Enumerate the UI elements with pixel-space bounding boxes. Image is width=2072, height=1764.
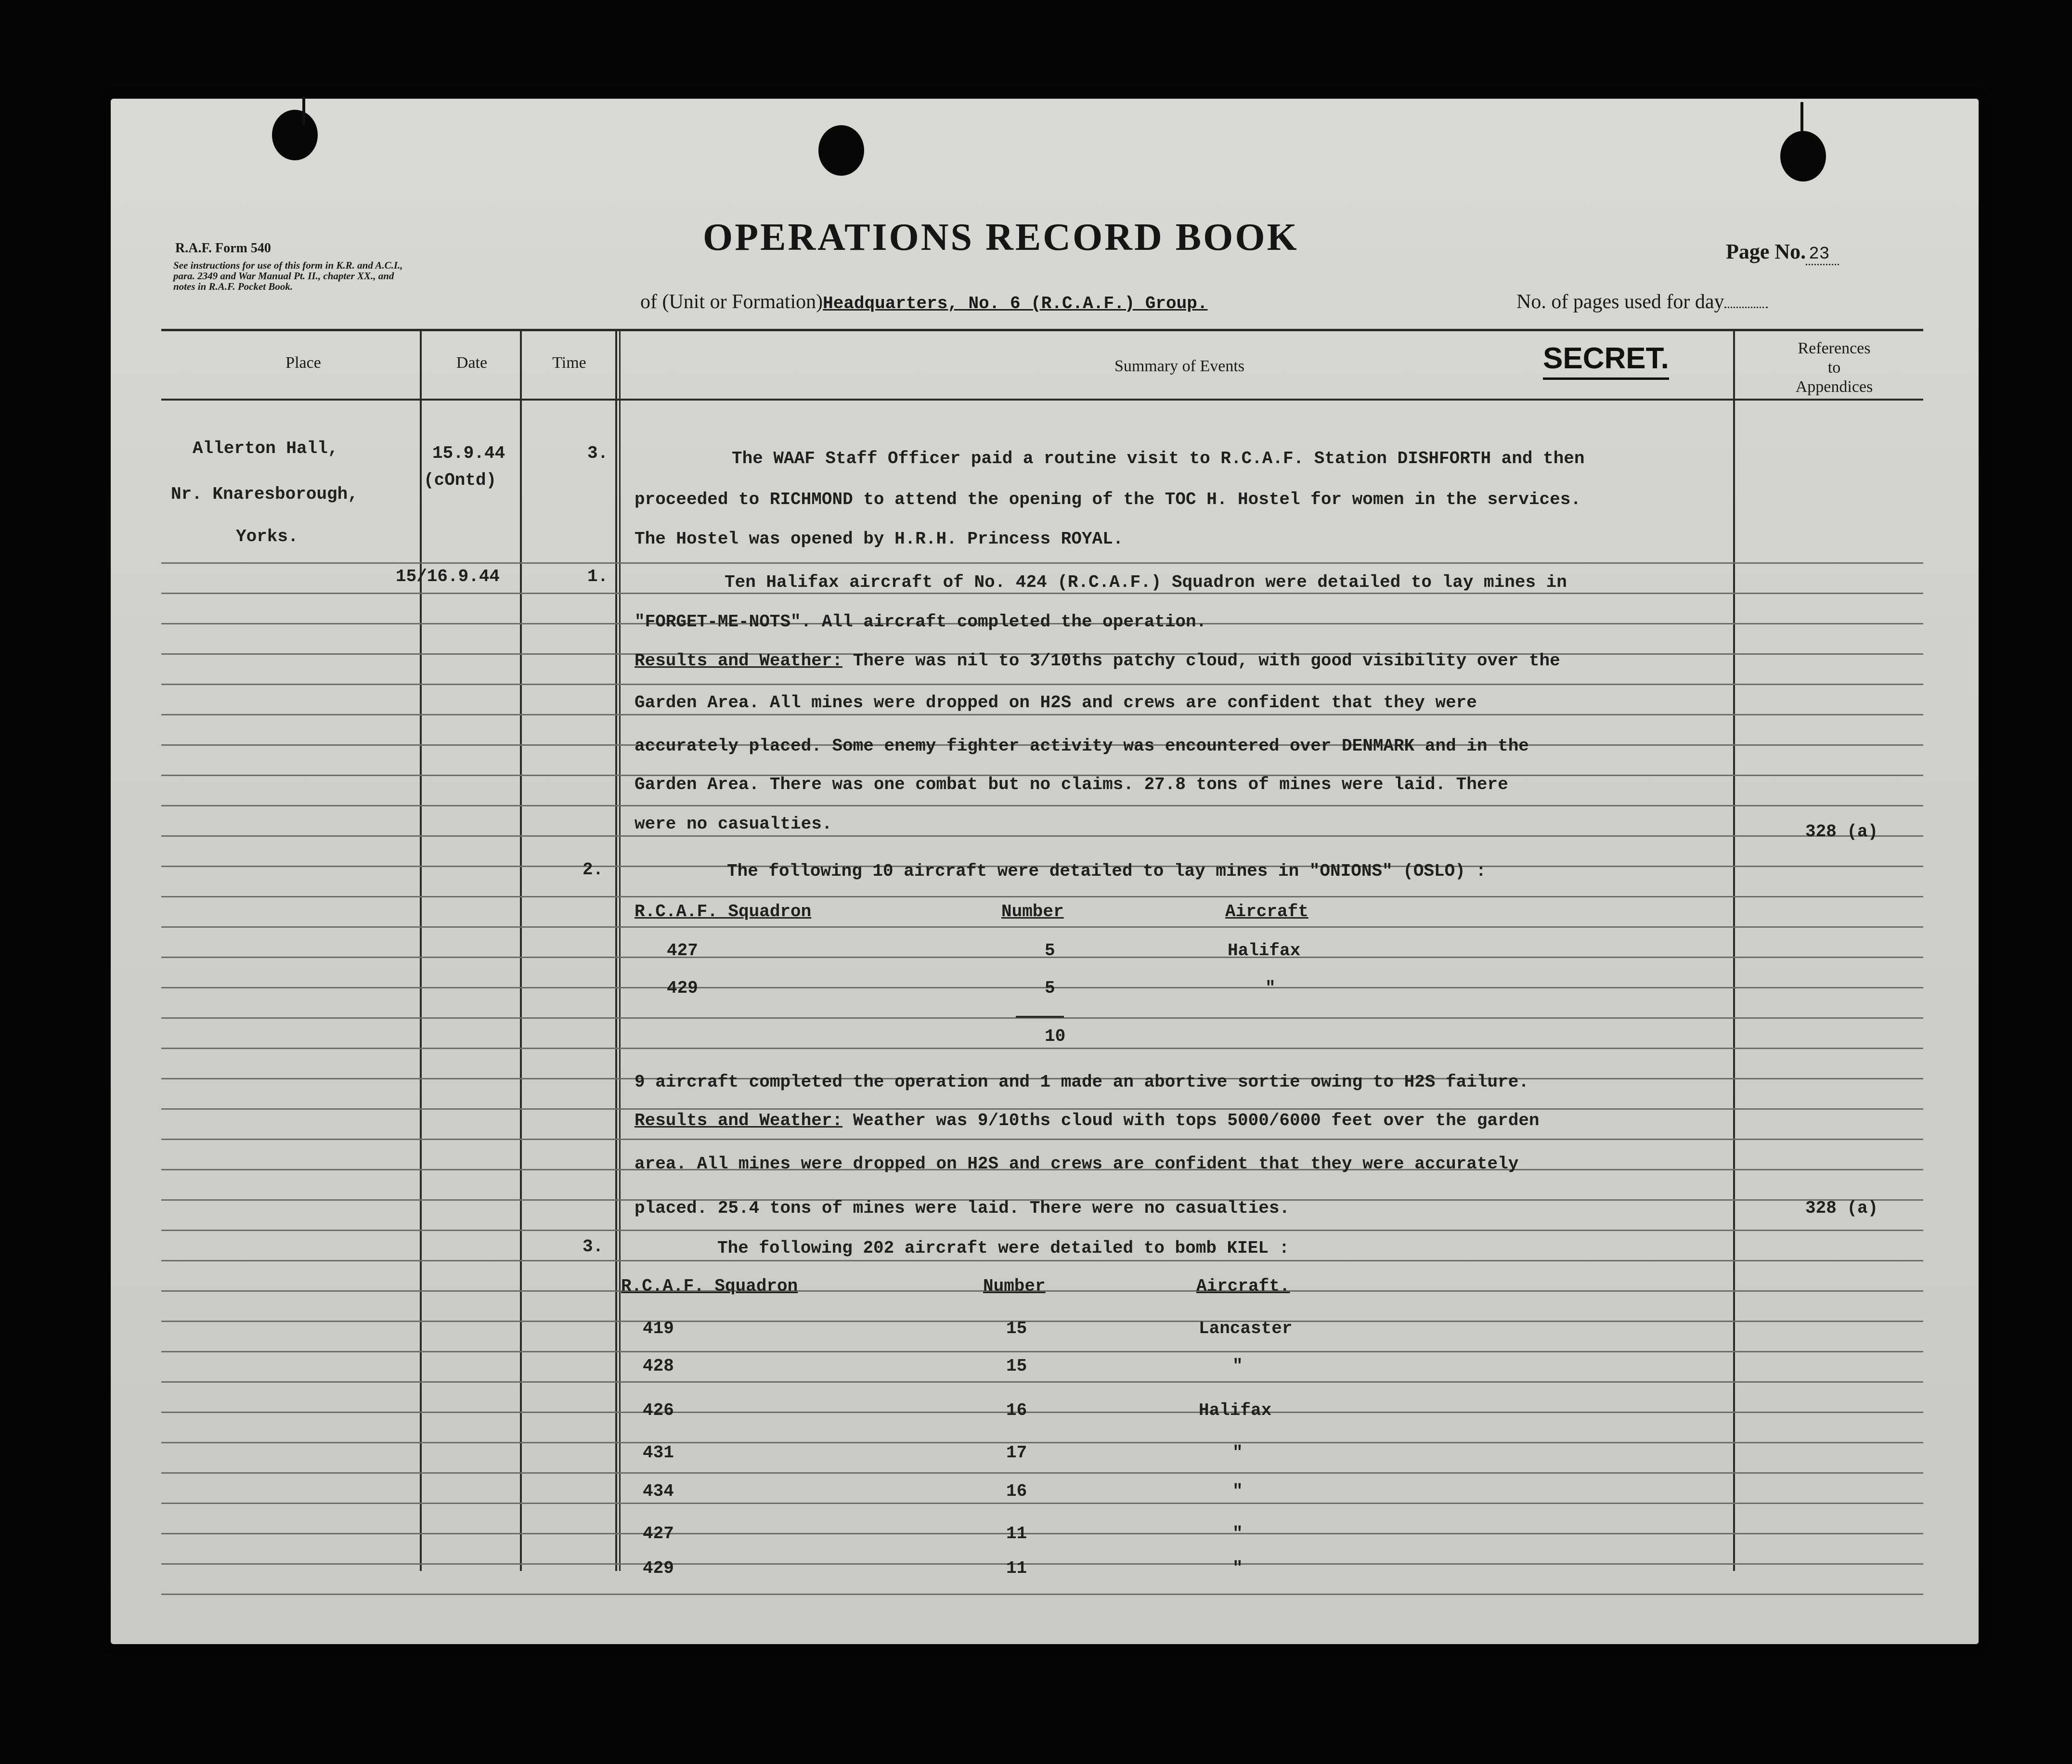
aircraft-value: " bbox=[1232, 1558, 1243, 1578]
table-header-border bbox=[161, 399, 1923, 401]
aircraft-value: " bbox=[1232, 1481, 1243, 1501]
date-note: (cOntd) bbox=[424, 470, 497, 490]
ruled-line bbox=[161, 1503, 1923, 1504]
ruled-line bbox=[161, 1260, 1923, 1261]
summary-line: Garden Area. There was one combat but no claims. 27.8 tons of mines were laid. There bbox=[635, 775, 1508, 794]
ruled-line bbox=[161, 987, 1923, 988]
ruled-line bbox=[161, 1321, 1923, 1322]
column-label-aircraft: Aircraft. bbox=[1196, 1276, 1290, 1296]
squadron-value: 428 bbox=[643, 1356, 674, 1376]
number-value: 5 bbox=[1045, 941, 1055, 960]
ruled-line bbox=[161, 1412, 1923, 1413]
ruled-line bbox=[161, 1533, 1923, 1534]
pages-used-label: No. of pages used for day bbox=[1516, 291, 1724, 313]
unit-field bbox=[640, 290, 1207, 313]
header-references-1: References bbox=[1798, 339, 1871, 357]
squadron-value: 429 bbox=[643, 1558, 674, 1578]
entry-number: 3. bbox=[583, 1237, 604, 1257]
ruled-line bbox=[161, 1351, 1923, 1352]
number-value: 11 bbox=[1006, 1558, 1027, 1578]
squadron-value: 431 bbox=[643, 1443, 674, 1463]
column-label-squadron: R.C.A.F. Squadron bbox=[621, 1276, 798, 1296]
place-line: Yorks. bbox=[236, 527, 298, 546]
squadron-value: 427 bbox=[667, 941, 698, 960]
squadron-value: 426 bbox=[643, 1401, 674, 1420]
header-time: Time bbox=[552, 354, 586, 372]
aircraft-value: " bbox=[1265, 978, 1276, 998]
column-divider-time-double bbox=[619, 329, 621, 1571]
ruled-line bbox=[161, 835, 1923, 837]
squadron-value: 427 bbox=[643, 1524, 674, 1544]
pages-used-field bbox=[1516, 290, 1768, 313]
unit-value: Headquarters, No. 6 (R.C.A.F.) Group. bbox=[823, 294, 1208, 313]
ruled-line bbox=[161, 1442, 1923, 1443]
column-label-squadron: R.C.A.F. Squadron bbox=[635, 902, 812, 921]
number-value: 15 bbox=[1006, 1356, 1027, 1376]
number-value: 15 bbox=[1006, 1319, 1027, 1338]
aircraft-value: " bbox=[1232, 1443, 1243, 1463]
date-entry: 15/16.9.44 bbox=[396, 567, 500, 586]
edge-tick-right bbox=[1800, 102, 1803, 131]
column-divider-date bbox=[520, 329, 522, 1571]
ruled-line bbox=[161, 1381, 1923, 1383]
number-value: 16 bbox=[1006, 1401, 1027, 1420]
binder-hole-left bbox=[272, 110, 318, 160]
results-weather-label: Results and Weather: bbox=[635, 651, 843, 671]
column-label-aircraft: Aircraft bbox=[1225, 902, 1308, 921]
ruled-line bbox=[161, 896, 1923, 897]
summary-line: proceeded to RICHMOND to attend the opening of the TOC H. Hostel for women in the services. bbox=[635, 490, 1581, 509]
total-value: 10 bbox=[1045, 1026, 1066, 1046]
aircraft-value: " bbox=[1232, 1524, 1243, 1544]
ruled-line bbox=[161, 957, 1923, 958]
summary-line bbox=[635, 1111, 1540, 1130]
aircraft-value: Halifax bbox=[1199, 1401, 1272, 1420]
page-number-field bbox=[1726, 239, 1839, 264]
summary-line bbox=[635, 651, 1560, 671]
place-line: Allerton Hall, bbox=[193, 439, 338, 458]
ruled-line bbox=[161, 1472, 1923, 1474]
summary-line: "FORGET-ME-NOTS". All aircraft completed the operation. bbox=[635, 612, 1207, 632]
results-weather-label: Results and Weather: bbox=[635, 1111, 843, 1130]
form-instructions: See instructions for use of this form in K.R. and A.C.I., para. 2349 and War Manual Pt. II., chapter XX., and notes in R.A.F. Pocket Book. bbox=[173, 259, 403, 292]
summary-line: placed. 25.4 tons of mines were laid. There were no casualties. bbox=[635, 1198, 1290, 1218]
summary-line: The WAAF Staff Officer paid a routine visit to R.C.A.F. Station DISHFORTH and then bbox=[732, 449, 1585, 468]
ruled-line bbox=[161, 562, 1923, 564]
ruled-line bbox=[161, 1594, 1923, 1595]
unit-label: of (Unit or Formation) bbox=[640, 291, 823, 313]
header-summary: Summary of Events bbox=[1114, 357, 1245, 375]
summary-line: area. All mines were dropped on H2S and crews are confident that they were accurately bbox=[635, 1154, 1519, 1174]
summary-line: The following 202 aircraft were detailed to bomb KIEL : bbox=[717, 1238, 1290, 1258]
squadron-value: 419 bbox=[643, 1319, 674, 1338]
header-references-3: Appendices bbox=[1795, 378, 1873, 396]
summary-line: 9 aircraft completed the operation and 1 made an abortive sortie owing to H2S failure. bbox=[635, 1072, 1529, 1092]
table-top-border bbox=[161, 329, 1923, 331]
form-identifier bbox=[173, 241, 404, 292]
column-label-number: Number bbox=[1001, 902, 1064, 921]
summary-line: Ten Halifax aircraft of No. 424 (R.C.A.F.) Squadron were detailed to lay mines in bbox=[725, 572, 1567, 592]
ruled-line bbox=[161, 805, 1923, 806]
summary-line: The Hostel was opened by H.R.H. Princess ROYAL. bbox=[635, 529, 1124, 549]
form-number: R.A.F. Form 540 bbox=[175, 241, 271, 256]
appendix-reference: 328 (a) bbox=[1805, 1198, 1878, 1218]
number-value: 5 bbox=[1045, 978, 1055, 998]
column-divider-summary bbox=[1733, 329, 1735, 1571]
results-weather-text: There was nil to 3/10ths patchy cloud, with good visibility over the bbox=[853, 651, 1560, 671]
total-underline bbox=[1016, 1016, 1064, 1018]
ruled-line bbox=[161, 1139, 1923, 1140]
column-divider-place bbox=[420, 329, 422, 1571]
squadron-value: 434 bbox=[643, 1481, 674, 1501]
column-label-number: Number bbox=[983, 1276, 1046, 1296]
column-divider-time bbox=[615, 329, 617, 1571]
date-entry: 15.9.44 bbox=[432, 443, 505, 463]
header-references-2: to bbox=[1827, 359, 1841, 376]
ruled-line bbox=[161, 714, 1923, 715]
ruled-line bbox=[161, 1108, 1923, 1110]
page-number-label: Page No. bbox=[1726, 240, 1806, 263]
pages-used-value bbox=[1724, 307, 1768, 308]
header-date: Date bbox=[456, 354, 488, 372]
page-title: OPERATIONS RECORD BOOK bbox=[703, 216, 1299, 259]
number-value: 11 bbox=[1006, 1524, 1027, 1544]
header-place: Place bbox=[285, 354, 321, 372]
ruled-line bbox=[161, 926, 1923, 928]
ruled-line bbox=[161, 593, 1923, 594]
number-value: 16 bbox=[1006, 1481, 1027, 1501]
aircraft-value: Halifax bbox=[1228, 941, 1301, 960]
squadron-value: 429 bbox=[667, 978, 698, 998]
number-value: 17 bbox=[1006, 1443, 1027, 1463]
summary-line: Garden Area. All mines were dropped on H2S and crews are confident that they were bbox=[635, 693, 1477, 713]
ruled-line bbox=[161, 1048, 1923, 1049]
ruled-line bbox=[161, 1563, 1923, 1565]
ruled-line bbox=[161, 1230, 1923, 1231]
summary-line: The following 10 aircraft were detailed to lay mines in "ONIONS" (OSLO) : bbox=[727, 861, 1487, 881]
edge-tick-left bbox=[302, 96, 305, 125]
page-number-value: 23 bbox=[1806, 244, 1839, 265]
entry-number: 3. bbox=[587, 443, 609, 463]
aircraft-value: Lancaster bbox=[1199, 1319, 1293, 1338]
results-weather-text: Weather was 9/10ths cloud with tops 5000/6000 feet over the garden bbox=[853, 1111, 1540, 1130]
place-line: Nr. Knaresborough, bbox=[171, 484, 358, 504]
ruled-line bbox=[161, 684, 1923, 685]
entry-number: 2. bbox=[583, 860, 604, 880]
summary-line: accurately placed. Some enemy fighter activity was encountered over DENMARK and in the bbox=[635, 736, 1529, 756]
summary-line: were no casualties. bbox=[635, 814, 832, 834]
binder-hole-right bbox=[1780, 131, 1826, 182]
appendix-reference: 328 (a) bbox=[1805, 822, 1878, 842]
aircraft-value: " bbox=[1232, 1356, 1243, 1376]
secret-stamp: SECRET. bbox=[1543, 342, 1669, 380]
entry-number: 1. bbox=[587, 567, 609, 586]
binder-hole-center bbox=[818, 125, 864, 176]
